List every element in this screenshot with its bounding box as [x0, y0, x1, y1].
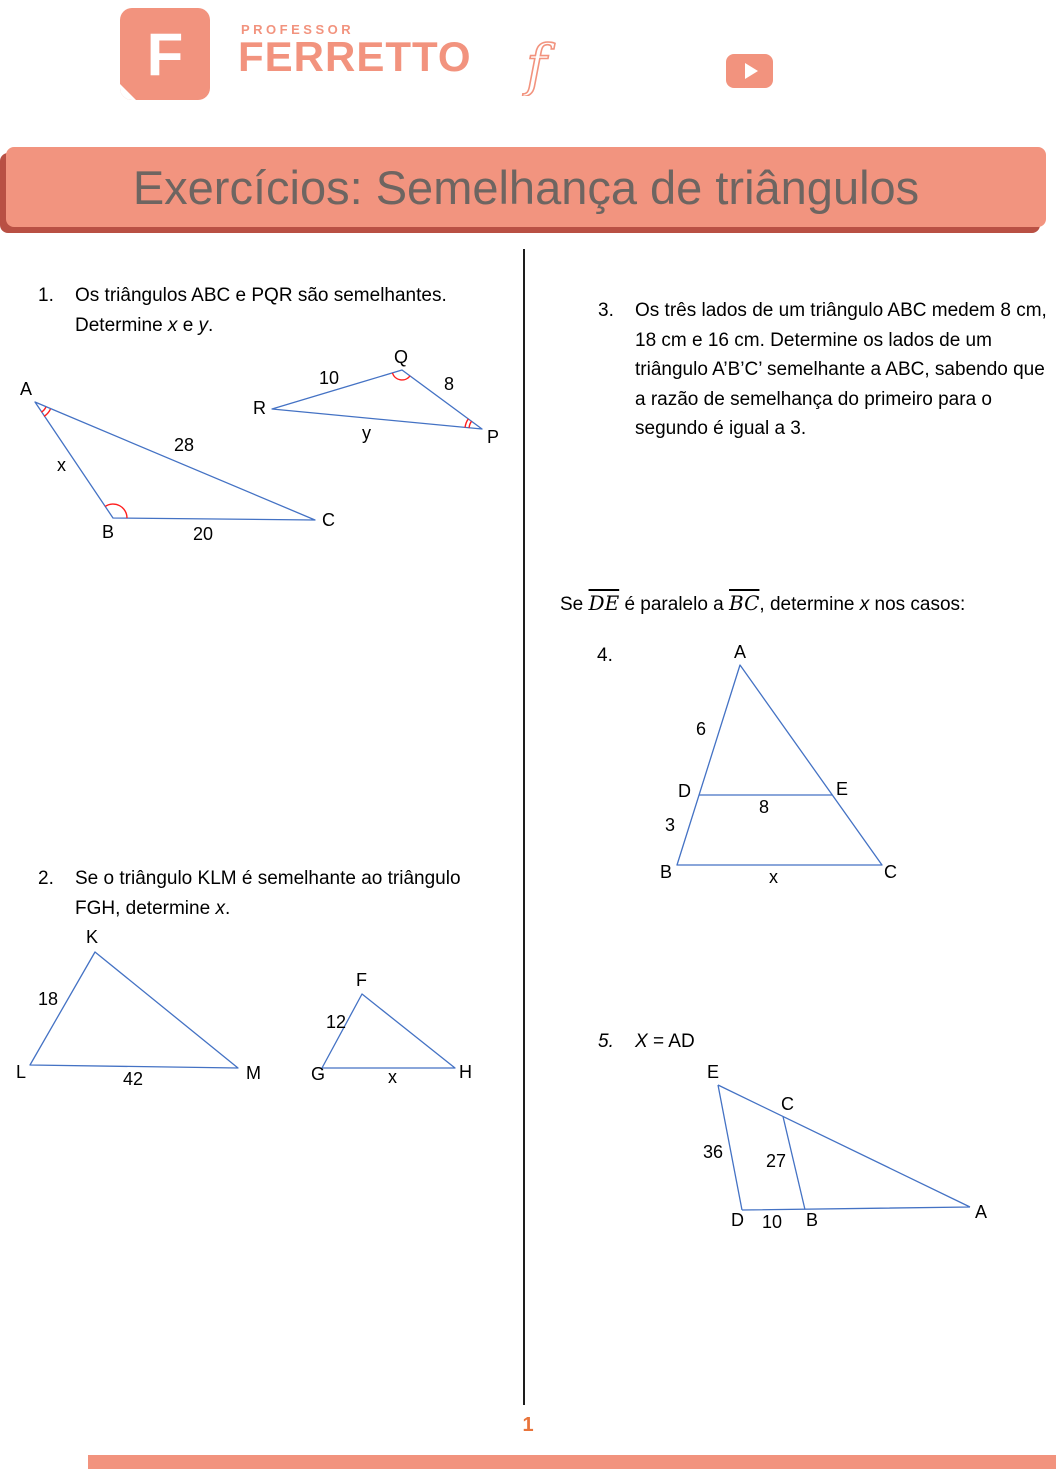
page-title: Exercícios: Semelhança de triângulos — [132, 160, 920, 214]
vertex-label-d: D — [731, 1210, 744, 1230]
vertex-label-k: K — [86, 927, 99, 947]
vertex-label-c: C — [322, 510, 335, 530]
seg-label-db: 10 — [762, 1212, 783, 1232]
vertex-label-g: G — [311, 1064, 326, 1084]
side-label-lm: 42 — [123, 1069, 144, 1089]
segment-bc: $\overline{BC}$ — [729, 591, 760, 615]
side-label-ab: x — [57, 455, 66, 475]
var-x: x — [167, 314, 178, 336]
exercise-1-line2-pre: Determine — [75, 314, 168, 336]
exercise-5-number: 5. — [598, 1031, 614, 1052]
exercise-2-line1: Se o triângulo KLM é semelhante ao triângulo — [75, 868, 461, 889]
exercise-3-number: 3. — [598, 300, 614, 321]
youtube-play-triangle — [745, 63, 758, 79]
vertex-label-m: M — [246, 1063, 261, 1083]
vertex-label-b: B — [102, 522, 115, 542]
vertex-label-l: L — [16, 1062, 27, 1082]
vertex-label-e: E — [707, 1062, 720, 1082]
vertex-label-b: B — [660, 862, 673, 882]
seg-label-db: 3 — [665, 815, 676, 835]
brand-professor-label: PROFESSOR — [241, 22, 355, 37]
vertex-label-b: B — [806, 1210, 819, 1230]
ferretto-logo — [120, 8, 210, 100]
angle-arc-a-inner — [41, 407, 46, 412]
logo-letter: F — [146, 20, 184, 88]
exercise-2-text — [75, 864, 461, 923]
triangle-klm — [30, 952, 238, 1068]
exercise-4-number: 4. — [597, 645, 613, 666]
angle-arc-p-inner — [469, 421, 471, 428]
vertex-label-c: C — [781, 1094, 794, 1114]
seg-label-bc: x — [769, 867, 778, 887]
youtube-icon — [726, 54, 773, 88]
title-banner — [6, 147, 1046, 227]
angle-arc-p-outer — [465, 419, 468, 428]
var-x: x — [859, 594, 870, 615]
side-label-gh: x — [388, 1067, 397, 1087]
seg-label-cb: 27 — [766, 1151, 787, 1171]
vertex-label-d: D — [678, 781, 691, 801]
logo-fold-corner — [120, 84, 136, 100]
vertex-label-a: A — [975, 1202, 988, 1222]
seg-label-de: 8 — [759, 797, 770, 817]
side-label-rq: 10 — [319, 368, 340, 388]
vertex-label-h: H — [459, 1062, 472, 1082]
brand-ferretto-label: FERRETTO — [238, 33, 472, 80]
vertex-label-a: A — [20, 379, 33, 399]
seg-label-ad: 6 — [696, 719, 707, 739]
facebook-f-glyph: f — [526, 38, 547, 96]
vertex-label-q: Q — [394, 347, 409, 367]
side-label-fg: 12 — [326, 1012, 347, 1032]
angle-arc-a-outer — [44, 409, 50, 416]
side-label-rp: y — [362, 423, 371, 443]
exercise-5 — [598, 1027, 695, 1057]
vertex-label-r: R — [253, 398, 266, 418]
side-label-ac: 28 — [174, 435, 195, 455]
var-y: y — [198, 314, 209, 336]
exercise-2-line2-end: . — [224, 897, 231, 919]
parallel-part1: Se — [560, 594, 589, 615]
parallel-part2: é paralelo a — [619, 594, 730, 615]
exercise-4 — [597, 641, 634, 671]
exercise-2 — [38, 864, 526, 923]
triangle-abc — [35, 402, 315, 520]
exercise-1-line1: Os triângulos ABC e PQR são semelhantes. — [75, 285, 447, 306]
exercise-5-statement-rest: = AD — [647, 1031, 695, 1052]
var-x: x — [215, 897, 225, 919]
exercise-4-diagram — [650, 642, 910, 893]
exercise-1-diagram — [10, 345, 510, 557]
exercise-1-number: 1. — [38, 285, 54, 306]
var-x-capital: X — [635, 1031, 648, 1052]
exercise-2-diagram — [10, 925, 490, 1100]
segment-cb-ex5 — [783, 1117, 805, 1210]
vertex-label-p: P — [487, 427, 500, 447]
page-number: 1 — [522, 1414, 534, 1436]
exercise-1-line2-end: . — [208, 314, 214, 336]
exercise-2-line2-pre: FGH, determine — [75, 897, 216, 919]
side-label-kl: 18 — [38, 989, 59, 1009]
facebook-icon — [518, 38, 564, 96]
parallel-part3: , determine — [759, 594, 860, 615]
exercise-3 — [598, 296, 1050, 444]
exercise-5-diagram — [700, 1063, 1000, 1238]
triangle-eda — [718, 1085, 970, 1210]
segment-de: $\overline{DE}$ — [588, 591, 620, 615]
triangle-abc-ex4 — [677, 665, 882, 865]
side-label-qp: 8 — [444, 374, 455, 394]
parallel-statement — [560, 591, 965, 616]
exercise-1-line2-mid: e — [177, 314, 199, 336]
exercise-2-number: 2. — [38, 868, 54, 889]
vertex-label-e: E — [836, 779, 849, 799]
vertex-label-c: C — [884, 862, 897, 882]
exercise-1 — [38, 281, 526, 340]
exercise-1-text — [75, 281, 447, 340]
exercise-5-statement — [635, 1027, 695, 1057]
side-label-bc: 20 — [193, 524, 214, 544]
parallel-part4: nos casos: — [869, 594, 966, 615]
exercise-3-text: Os três lados de um triângulo ABC medem 8 cm, 18 cm e 16 cm. Determine os lados de um triângulo A’B’C’ semelhante a ABC, sabendo que a razão de semelhança do primeiro para o segundo é igual a 3. — [635, 300, 1047, 439]
seg-label-ed: 36 — [703, 1142, 724, 1162]
footer-bar — [88, 1455, 1056, 1469]
column-divider — [523, 249, 525, 1405]
vertex-label-f: F — [356, 970, 367, 990]
vertex-label-a: A — [734, 642, 747, 662]
